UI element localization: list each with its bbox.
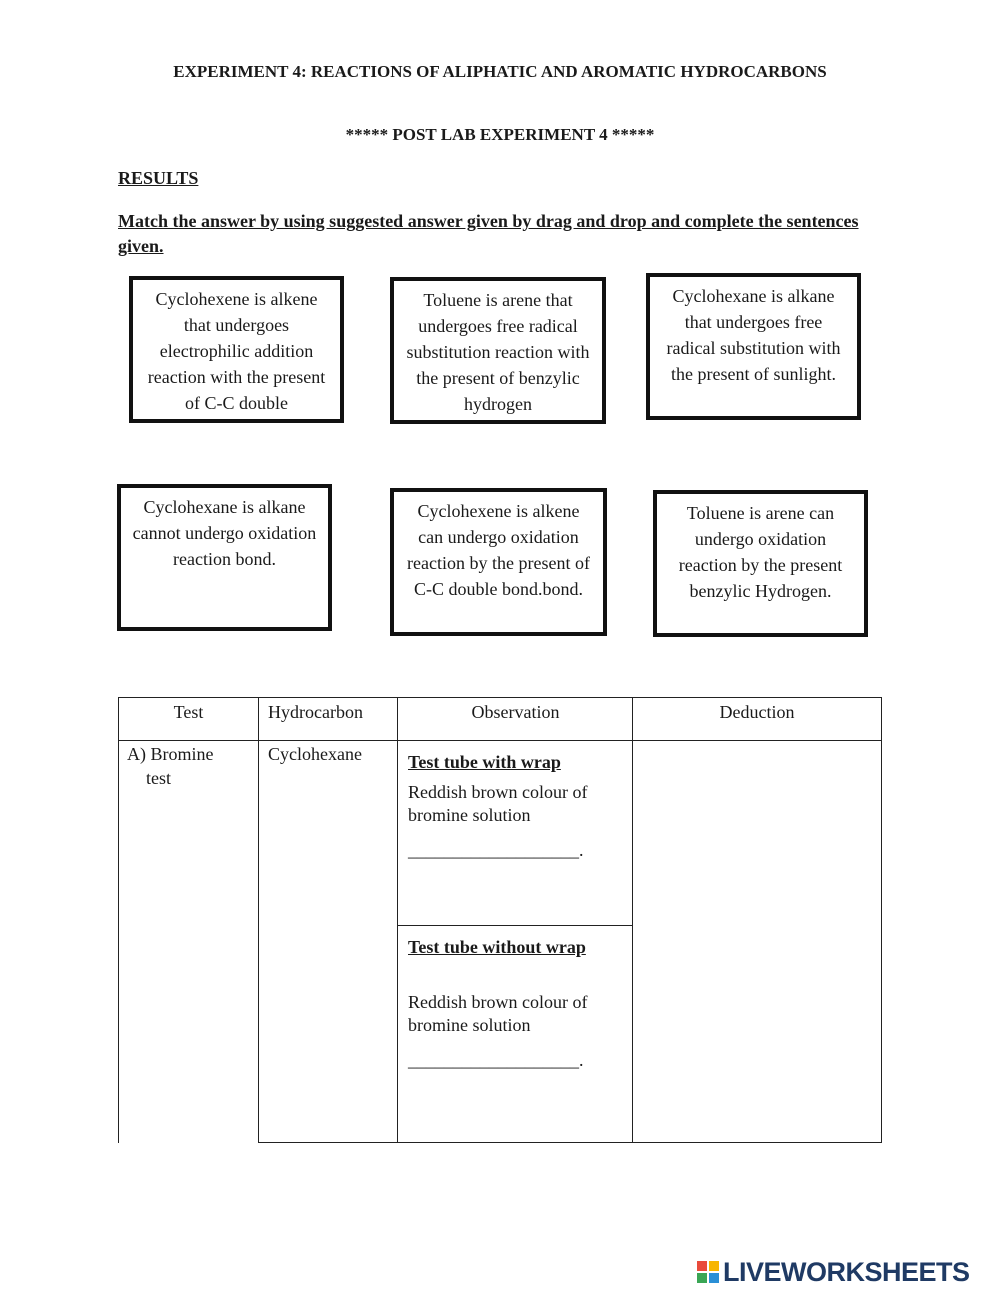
observation-without-wrap-text: Reddish brown colour of bromine solution [408,992,588,1035]
header-hydrocarbon: Hydrocarbon [258,697,398,741]
deduction-drop-zone[interactable] [632,740,882,1143]
observation-with-wrap-text: Reddish brown colour of bromine solution [408,782,588,825]
answer-card-6[interactable]: Toluene is arene can undergo oxidation reaction by the present benzylic Hydrogen. [653,490,868,637]
answer-card-5[interactable]: Cyclohexene is alkene can undergo oxidation reaction by the present of C-C double bond.bond. [390,488,607,636]
liveworksheets-logo-text: LIVEWORKSHEETS [723,1257,970,1287]
test-cell [118,740,258,1143]
observation-without-wrap-blank[interactable]: ___________________. [408,1050,584,1070]
observation-without-wrap-cell [397,925,633,1143]
observation-with-wrap-blank[interactable]: ___________________. [408,840,584,860]
answer-card-4[interactable]: Cyclohexane is alkane cannot undergo oxidation reaction bond. [117,484,332,631]
results-table [118,697,882,1143]
liveworksheets-logo-icon [697,1261,719,1283]
answer-card-1[interactable]: Cyclohexene is alkene that undergoes electrophilic addition reaction with the present of C-C double [129,276,344,423]
experiment-title: EXPERIMENT 4: REACTIONS OF ALIPHATIC AND AROMATIC HYDROCARBONS [173,62,827,81]
answer-card-2[interactable]: Toluene is arene that undergoes free radical substitution reaction with the present of benzylic hydrogen [390,277,606,424]
test-name-line2: test [146,768,171,788]
liveworksheets-logo [697,1258,993,1286]
observation-without-wrap-title: Test tube without wrap [408,937,586,957]
results-heading: RESULTS [118,168,199,188]
hydrocarbon-cell: Cyclohexane [258,740,398,1143]
header-observation: Observation [397,697,633,741]
observation-with-wrap-cell [397,740,633,926]
header-test: Test [118,697,258,741]
test-name-line1: A) Bromine [127,744,214,764]
instruction-text: Match the answer by using suggested answer given by drag and drop and complete the sentences given. [118,211,859,256]
post-lab-subtitle: ***** POST LAB EXPERIMENT 4 ***** [345,125,655,144]
answer-card-3[interactable]: Cyclohexane is alkane that undergoes free radical substitution with the present of sunlight. [646,273,861,420]
observation-with-wrap-title: Test tube with wrap [408,752,561,772]
header-deduction: Deduction [632,697,882,741]
